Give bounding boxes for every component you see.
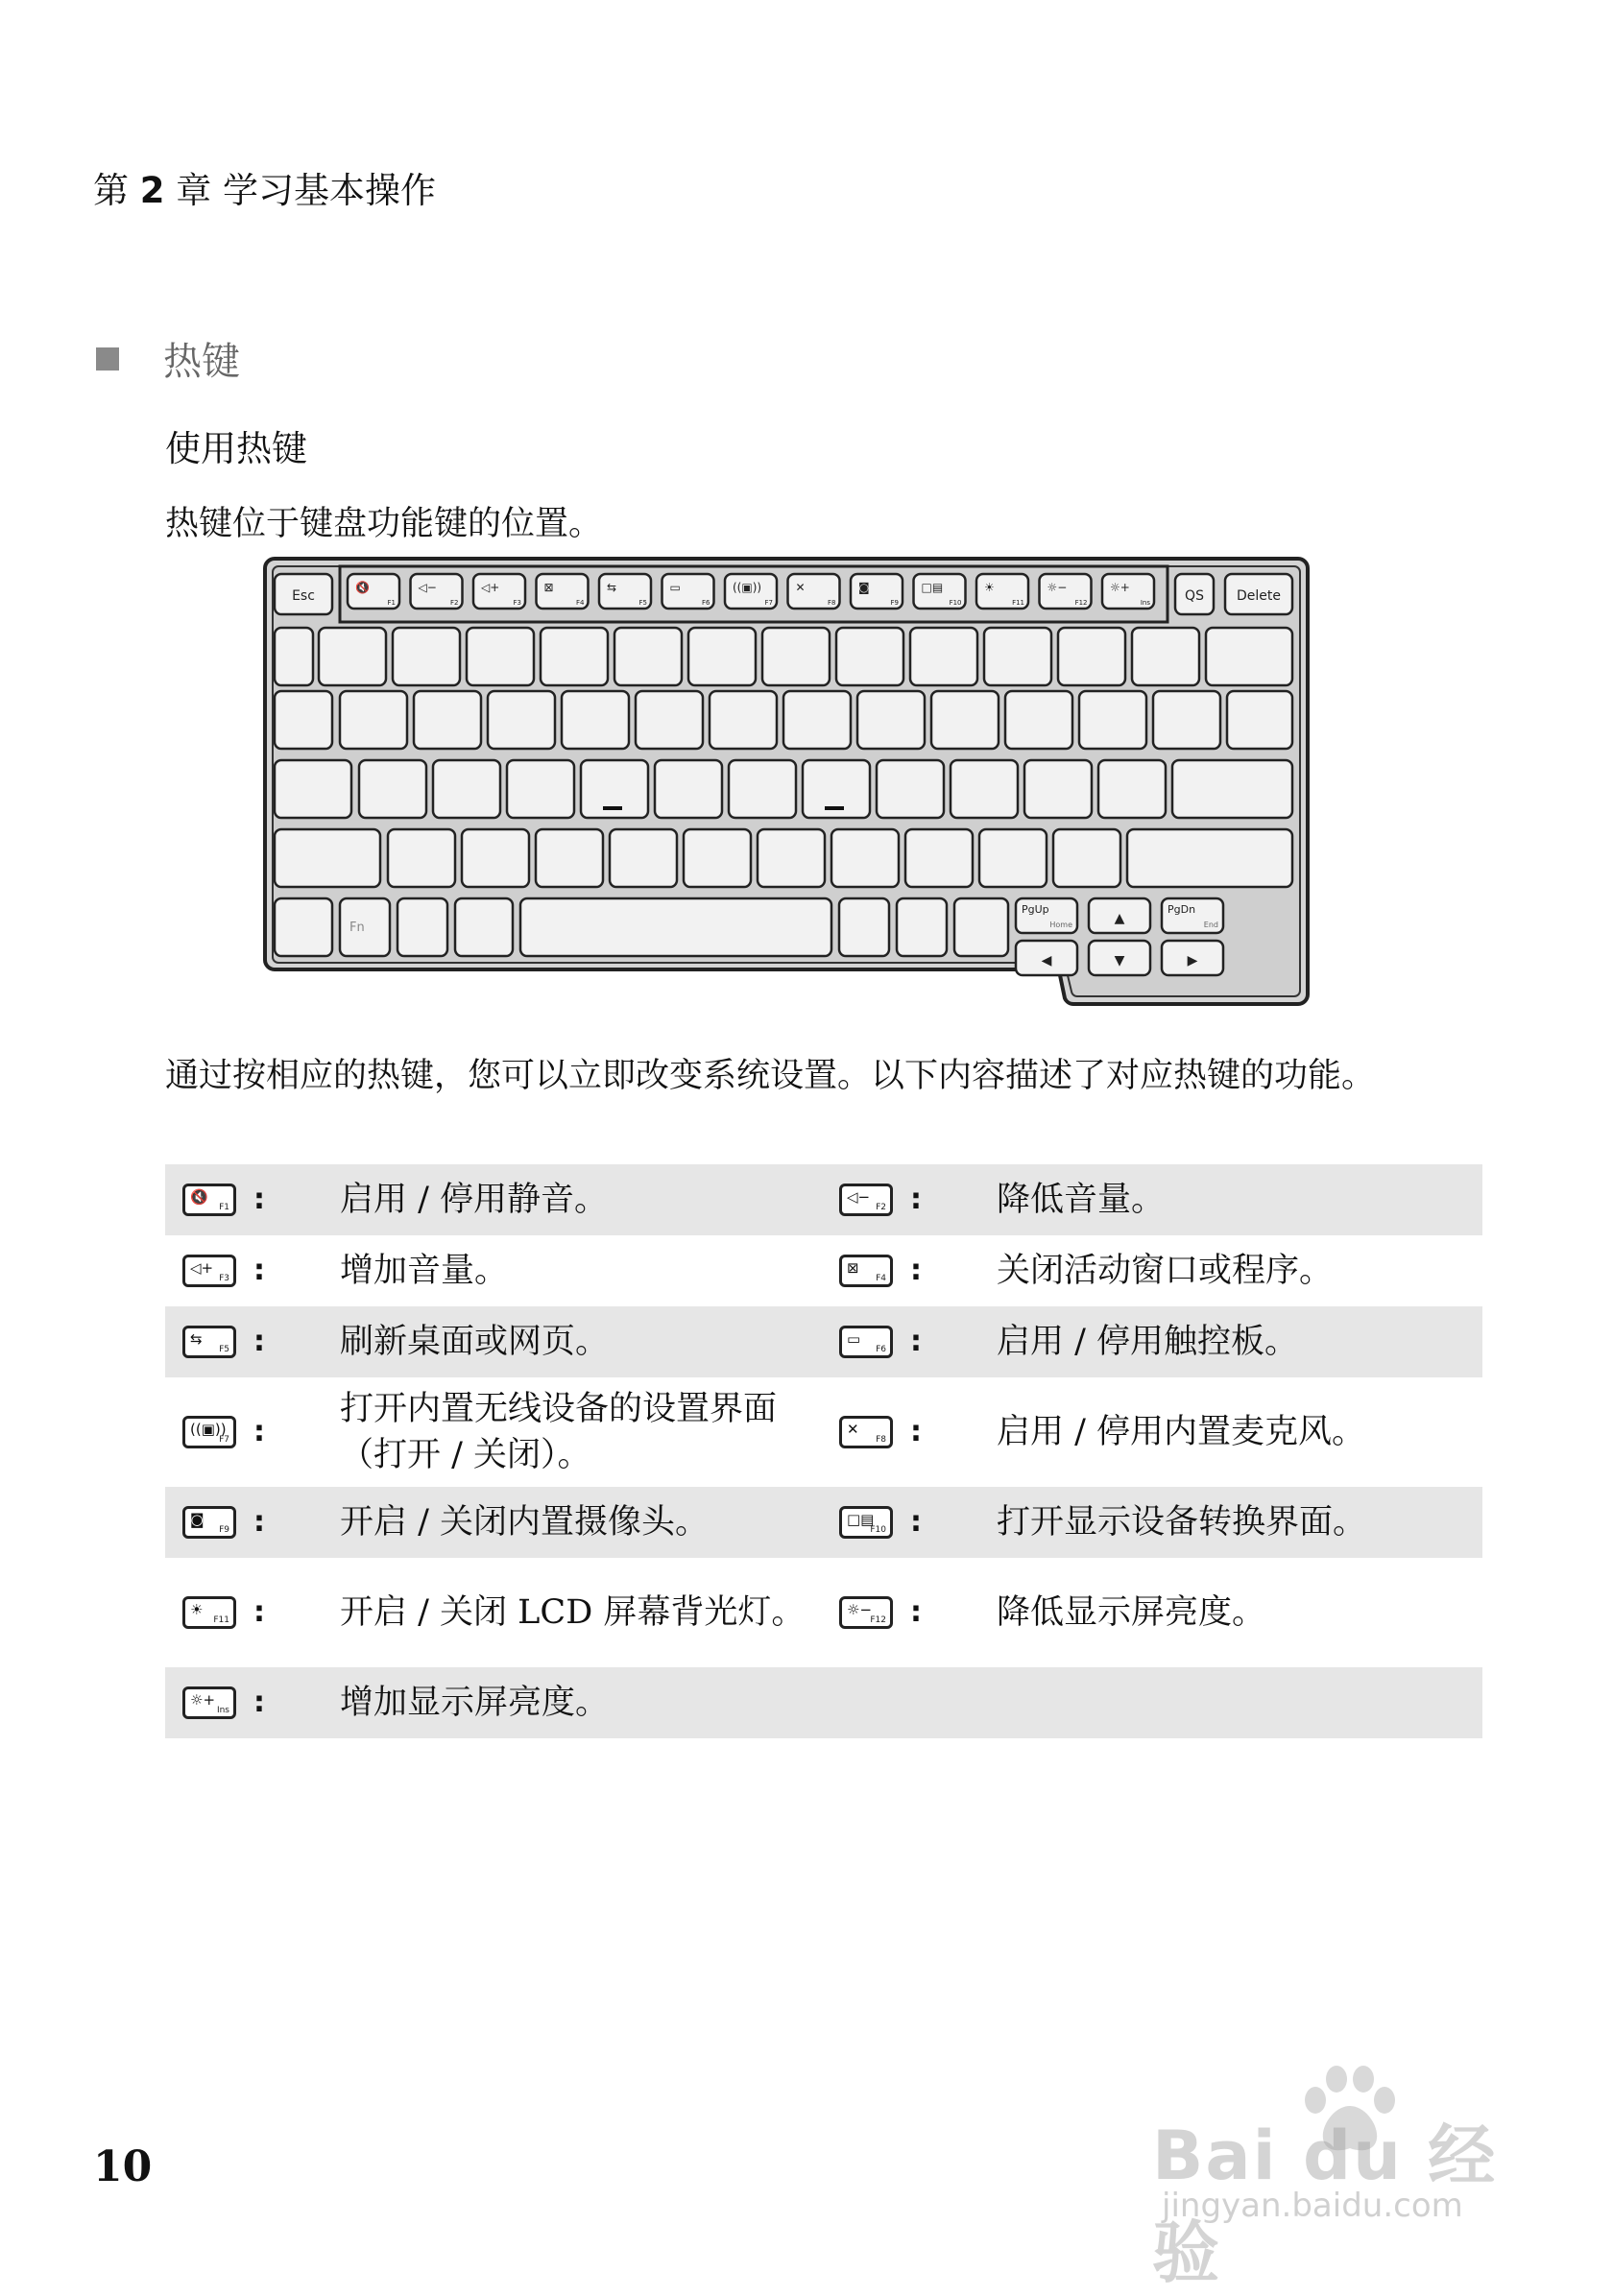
function-key-symbol: ▭ <box>669 581 681 594</box>
function-key-symbol: ⊠ <box>543 581 554 594</box>
pgdn-key-label: PgDn <box>1168 903 1196 916</box>
key-symbol: ⇆ <box>190 1330 203 1348</box>
hotkey-colon: : <box>253 1686 265 1719</box>
hotkey-description: 启用 / 停用内置麦克风。 <box>997 1413 1366 1451</box>
function-key-label: F1 <box>387 599 396 607</box>
tab-key <box>275 691 332 749</box>
key-fkey-label: F7 <box>219 1435 229 1445</box>
key-fkey-label: F4 <box>876 1274 886 1283</box>
hotkey-row <box>165 1487 1482 1558</box>
backlight-icon <box>182 1596 236 1629</box>
f-key-bump <box>603 806 622 810</box>
function-key-label: Ins <box>1140 599 1150 607</box>
wireless-icon <box>182 1416 236 1448</box>
row2-key <box>1079 691 1146 749</box>
row2-key <box>562 691 629 749</box>
key-symbol: ◁+ <box>190 1259 214 1277</box>
row4-key <box>1053 829 1120 887</box>
row3-key <box>951 760 1018 818</box>
row3-key <box>655 760 722 818</box>
row1-key <box>910 628 977 685</box>
row4-key <box>684 829 751 887</box>
row1-key <box>275 628 313 685</box>
volume-down-icon <box>839 1184 893 1216</box>
hotkey-colon: : <box>910 1325 922 1358</box>
row3-key <box>877 760 944 818</box>
key-fkey-label: F12 <box>870 1615 886 1625</box>
hotkey-description: 刷新桌面或网页。 <box>340 1323 610 1361</box>
key-fkey-label: Ins <box>216 1706 229 1715</box>
row3-key <box>729 760 796 818</box>
chapter-number: 2 <box>139 170 165 211</box>
row1-key <box>467 628 534 685</box>
function-key-symbol: ⇆ <box>607 581 617 594</box>
brightness-up-icon <box>182 1686 236 1719</box>
hotkey-description: 增加音量。 <box>340 1252 509 1290</box>
left-arrow-icon: ◀ <box>1041 953 1052 969</box>
key-symbol: ☼− <box>847 1601 873 1618</box>
hotkey-description: 打开显示设备转换界面。 <box>997 1503 1367 1542</box>
home-key-label: Home <box>1049 921 1072 929</box>
row1-key <box>762 628 830 685</box>
page-number: 10 <box>93 2142 153 2191</box>
row3-key <box>1098 760 1166 818</box>
fn-key-label: Fn <box>349 921 365 935</box>
esc-key-label: Esc <box>292 588 315 604</box>
alt-key <box>455 898 513 956</box>
delete-key-label: Delete <box>1237 588 1281 604</box>
intro-paragraph: 热键位于键盘功能键的位置。 <box>165 505 603 543</box>
down-arrow-icon: ▼ <box>1114 953 1125 969</box>
key-fkey-label: F3 <box>219 1274 229 1283</box>
function-key-label: F5 <box>638 599 647 607</box>
row2-key <box>1153 691 1220 749</box>
row4-key <box>758 829 825 887</box>
key-fkey-label: F2 <box>876 1203 886 1212</box>
key-symbol: ▭ <box>847 1330 861 1348</box>
hotkey-colon: : <box>253 1325 265 1358</box>
key-symbol: ◁− <box>847 1188 871 1206</box>
chapter-heading <box>93 161 436 213</box>
section-title: 热键 <box>163 340 240 384</box>
row2-key <box>636 691 703 749</box>
caps-key <box>275 760 351 818</box>
hotkey-key-cell <box>822 1164 910 1235</box>
hotkey-description: 启用 / 停用触控板。 <box>997 1323 1299 1361</box>
row1-key <box>688 628 756 685</box>
hotkey-key-cell <box>822 1306 910 1377</box>
alt-right-key <box>839 898 889 956</box>
refresh-icon <box>182 1326 236 1358</box>
function-key-symbol: ◁− <box>418 581 437 594</box>
row1-key <box>319 628 386 685</box>
watermark-url: jingyan.baidu.com <box>1162 2187 1463 2225</box>
row2-key <box>414 691 481 749</box>
function-key-label: F8 <box>828 599 836 607</box>
hotkey-description: 降低音量。 <box>997 1181 1166 1219</box>
hotkey-colon: : <box>253 1183 265 1216</box>
hotkey-description: 开启 / 关闭内置摄像头。 <box>340 1503 710 1542</box>
function-key-label: F2 <box>450 599 459 607</box>
key-symbol: ✕ <box>847 1421 859 1438</box>
hotkey-description <box>997 1667 1482 1738</box>
row2-key <box>931 691 999 749</box>
row2-key <box>1005 691 1072 749</box>
function-key-label: F4 <box>576 599 585 607</box>
hotkey-key-cell <box>822 1235 910 1306</box>
left-shift-key <box>275 829 380 887</box>
right-shift-key <box>1127 829 1292 887</box>
hotkey-description: 启用 / 停用静音。 <box>340 1181 609 1219</box>
end-key-label: End <box>1203 921 1218 929</box>
hotkey-colon <box>910 1667 997 1738</box>
row2-key <box>1227 691 1292 749</box>
row1-key <box>1058 628 1125 685</box>
hotkey-row <box>165 1164 1482 1235</box>
hotkey-row <box>165 1377 1482 1487</box>
camera-icon <box>182 1506 236 1539</box>
hotkey-table <box>165 1164 1482 1738</box>
row3-key <box>1024 760 1092 818</box>
function-key-symbol: ◁+ <box>481 581 500 594</box>
fn-key <box>340 898 390 956</box>
function-key-symbol: ☀ <box>984 581 995 594</box>
close-window-icon <box>839 1255 893 1287</box>
function-key-symbol: ☼− <box>1047 581 1068 594</box>
volume-up-icon <box>182 1255 236 1287</box>
row2-key <box>710 691 777 749</box>
key-fkey-label: F6 <box>876 1345 886 1354</box>
row4-key <box>462 829 529 887</box>
function-key-symbol: ☼+ <box>1110 581 1130 594</box>
pgup-key-label: PgUp <box>1022 903 1049 916</box>
function-key-label: F3 <box>513 599 521 607</box>
hotkey-row <box>165 1306 1482 1377</box>
hotkey-key-cell <box>165 1306 253 1377</box>
function-key-symbol: ((▣)) <box>733 581 762 594</box>
backspace-key <box>1206 628 1292 685</box>
function-key-label: F6 <box>702 599 710 607</box>
row1-key <box>984 628 1051 685</box>
key-fkey-label: F1 <box>219 1203 229 1212</box>
function-key-symbol: ◙ <box>858 581 870 594</box>
row3-key <box>433 760 500 818</box>
hotkey-colon: : <box>910 1415 922 1448</box>
key-fkey-label: F5 <box>219 1345 229 1354</box>
row4-key <box>610 829 677 887</box>
subsection-heading: 使用热键 <box>165 428 307 469</box>
function-key-label: F10 <box>949 599 962 607</box>
ctrl-right-key <box>954 898 1008 956</box>
function-key-label: F11 <box>1012 599 1024 607</box>
hotkey-colon: : <box>910 1254 922 1287</box>
row3-key <box>359 760 426 818</box>
row4-key <box>979 829 1047 887</box>
key-fkey-label: F8 <box>876 1435 886 1445</box>
hotkey-colon: : <box>910 1595 922 1629</box>
key-symbol: 🔇 <box>190 1188 208 1206</box>
row1-key <box>614 628 682 685</box>
function-key-label: F12 <box>1074 599 1088 607</box>
hotkey-key-cell <box>822 1377 910 1487</box>
function-key-label: F9 <box>890 599 899 607</box>
key-symbol: □▤ <box>847 1511 875 1528</box>
keyboard-diagram <box>261 557 1310 1008</box>
row4-key <box>905 829 973 887</box>
hotkey-key-cell <box>165 1558 253 1667</box>
row2-key <box>340 691 407 749</box>
right-arrow-icon: ▶ <box>1187 953 1198 969</box>
microphone-off-icon <box>839 1416 893 1448</box>
win-key <box>397 898 447 956</box>
hotkey-colon: : <box>910 1183 922 1216</box>
bullet-square-icon <box>96 347 119 371</box>
row1-key <box>393 628 460 685</box>
ctrl-key <box>275 898 332 956</box>
menu-key <box>897 898 947 956</box>
hotkey-description: 打开内置无线设备的设置界面 （打开 / 关闭）。 <box>340 1390 778 1474</box>
row2-key <box>857 691 925 749</box>
description-paragraph: 通过按相应的热键，您可以立即改变系统设置。以下内容描述了对应热键的功能。 <box>165 1057 1376 1095</box>
hotkey-colon: : <box>253 1415 265 1448</box>
hotkey-key-cell <box>165 1487 253 1558</box>
keyboard-keys <box>275 574 1292 975</box>
row4-key <box>388 829 455 887</box>
watermark <box>1152 2064 1536 2292</box>
space-key <box>520 898 831 956</box>
key-symbol: ((▣)) <box>190 1421 227 1438</box>
row2-key <box>783 691 851 749</box>
hotkey-key-cell <box>165 1667 253 1738</box>
key-symbol: ⊠ <box>847 1259 859 1277</box>
hotkey-colon: : <box>253 1595 265 1629</box>
key-symbol: ☼+ <box>190 1691 216 1709</box>
key-fkey-label: F10 <box>870 1525 886 1535</box>
row2-key <box>488 691 555 749</box>
mute-icon <box>182 1184 236 1216</box>
hotkey-key-cell <box>165 1377 253 1487</box>
row1-key <box>1132 628 1199 685</box>
hotkey-description: 关闭活动窗口或程序。 <box>997 1252 1334 1290</box>
hotkey-key-cell <box>165 1164 253 1235</box>
qs-key-label: QS <box>1185 588 1204 604</box>
touchpad-icon <box>839 1326 893 1358</box>
row4-key <box>831 829 899 887</box>
hotkey-key-cell <box>165 1235 253 1306</box>
row4-key <box>536 829 603 887</box>
row1-key <box>541 628 608 685</box>
row1-key <box>836 628 903 685</box>
function-key-symbol: ✕ <box>795 581 806 594</box>
up-arrow-icon: ▲ <box>1114 911 1125 926</box>
chapter-title: 章 学习基本操作 <box>176 170 437 211</box>
watermark-brand: Bai du 经验 <box>1152 2117 1498 2292</box>
brightness-down-icon <box>839 1596 893 1629</box>
hotkey-description: 增加显示屏亮度。 <box>340 1684 610 1722</box>
hotkey-key-cell <box>822 1487 910 1558</box>
hotkey-colon: : <box>253 1505 265 1539</box>
hotkey-key-cell <box>822 1558 910 1667</box>
display-switch-icon <box>839 1506 893 1539</box>
hotkey-description: 开启 / 关闭 LCD 屏幕背光灯。 <box>340 1593 806 1632</box>
key-fkey-label: F11 <box>213 1615 229 1625</box>
hotkey-row <box>165 1235 1482 1306</box>
function-key-symbol: 🔇 <box>355 581 370 594</box>
hotkey-colon: : <box>253 1254 265 1287</box>
section-heading <box>96 331 240 386</box>
hotkey-row <box>165 1558 1482 1667</box>
key-symbol: ◙ <box>190 1511 205 1528</box>
function-key-symbol: □▤ <box>921 581 944 594</box>
enter-key <box>1172 760 1292 818</box>
function-key-label: F7 <box>764 599 773 607</box>
key-symbol: ☀ <box>190 1601 204 1618</box>
chapter-prefix: 第 <box>93 170 129 211</box>
hotkey-description: 降低显示屏亮度。 <box>997 1593 1266 1632</box>
hotkey-row <box>165 1667 1482 1738</box>
key-fkey-label: F9 <box>219 1525 229 1535</box>
hotkey-colon: : <box>910 1505 922 1539</box>
hotkey-key-cell <box>822 1667 910 1738</box>
j-key-bump <box>825 806 844 810</box>
row3-key <box>507 760 574 818</box>
